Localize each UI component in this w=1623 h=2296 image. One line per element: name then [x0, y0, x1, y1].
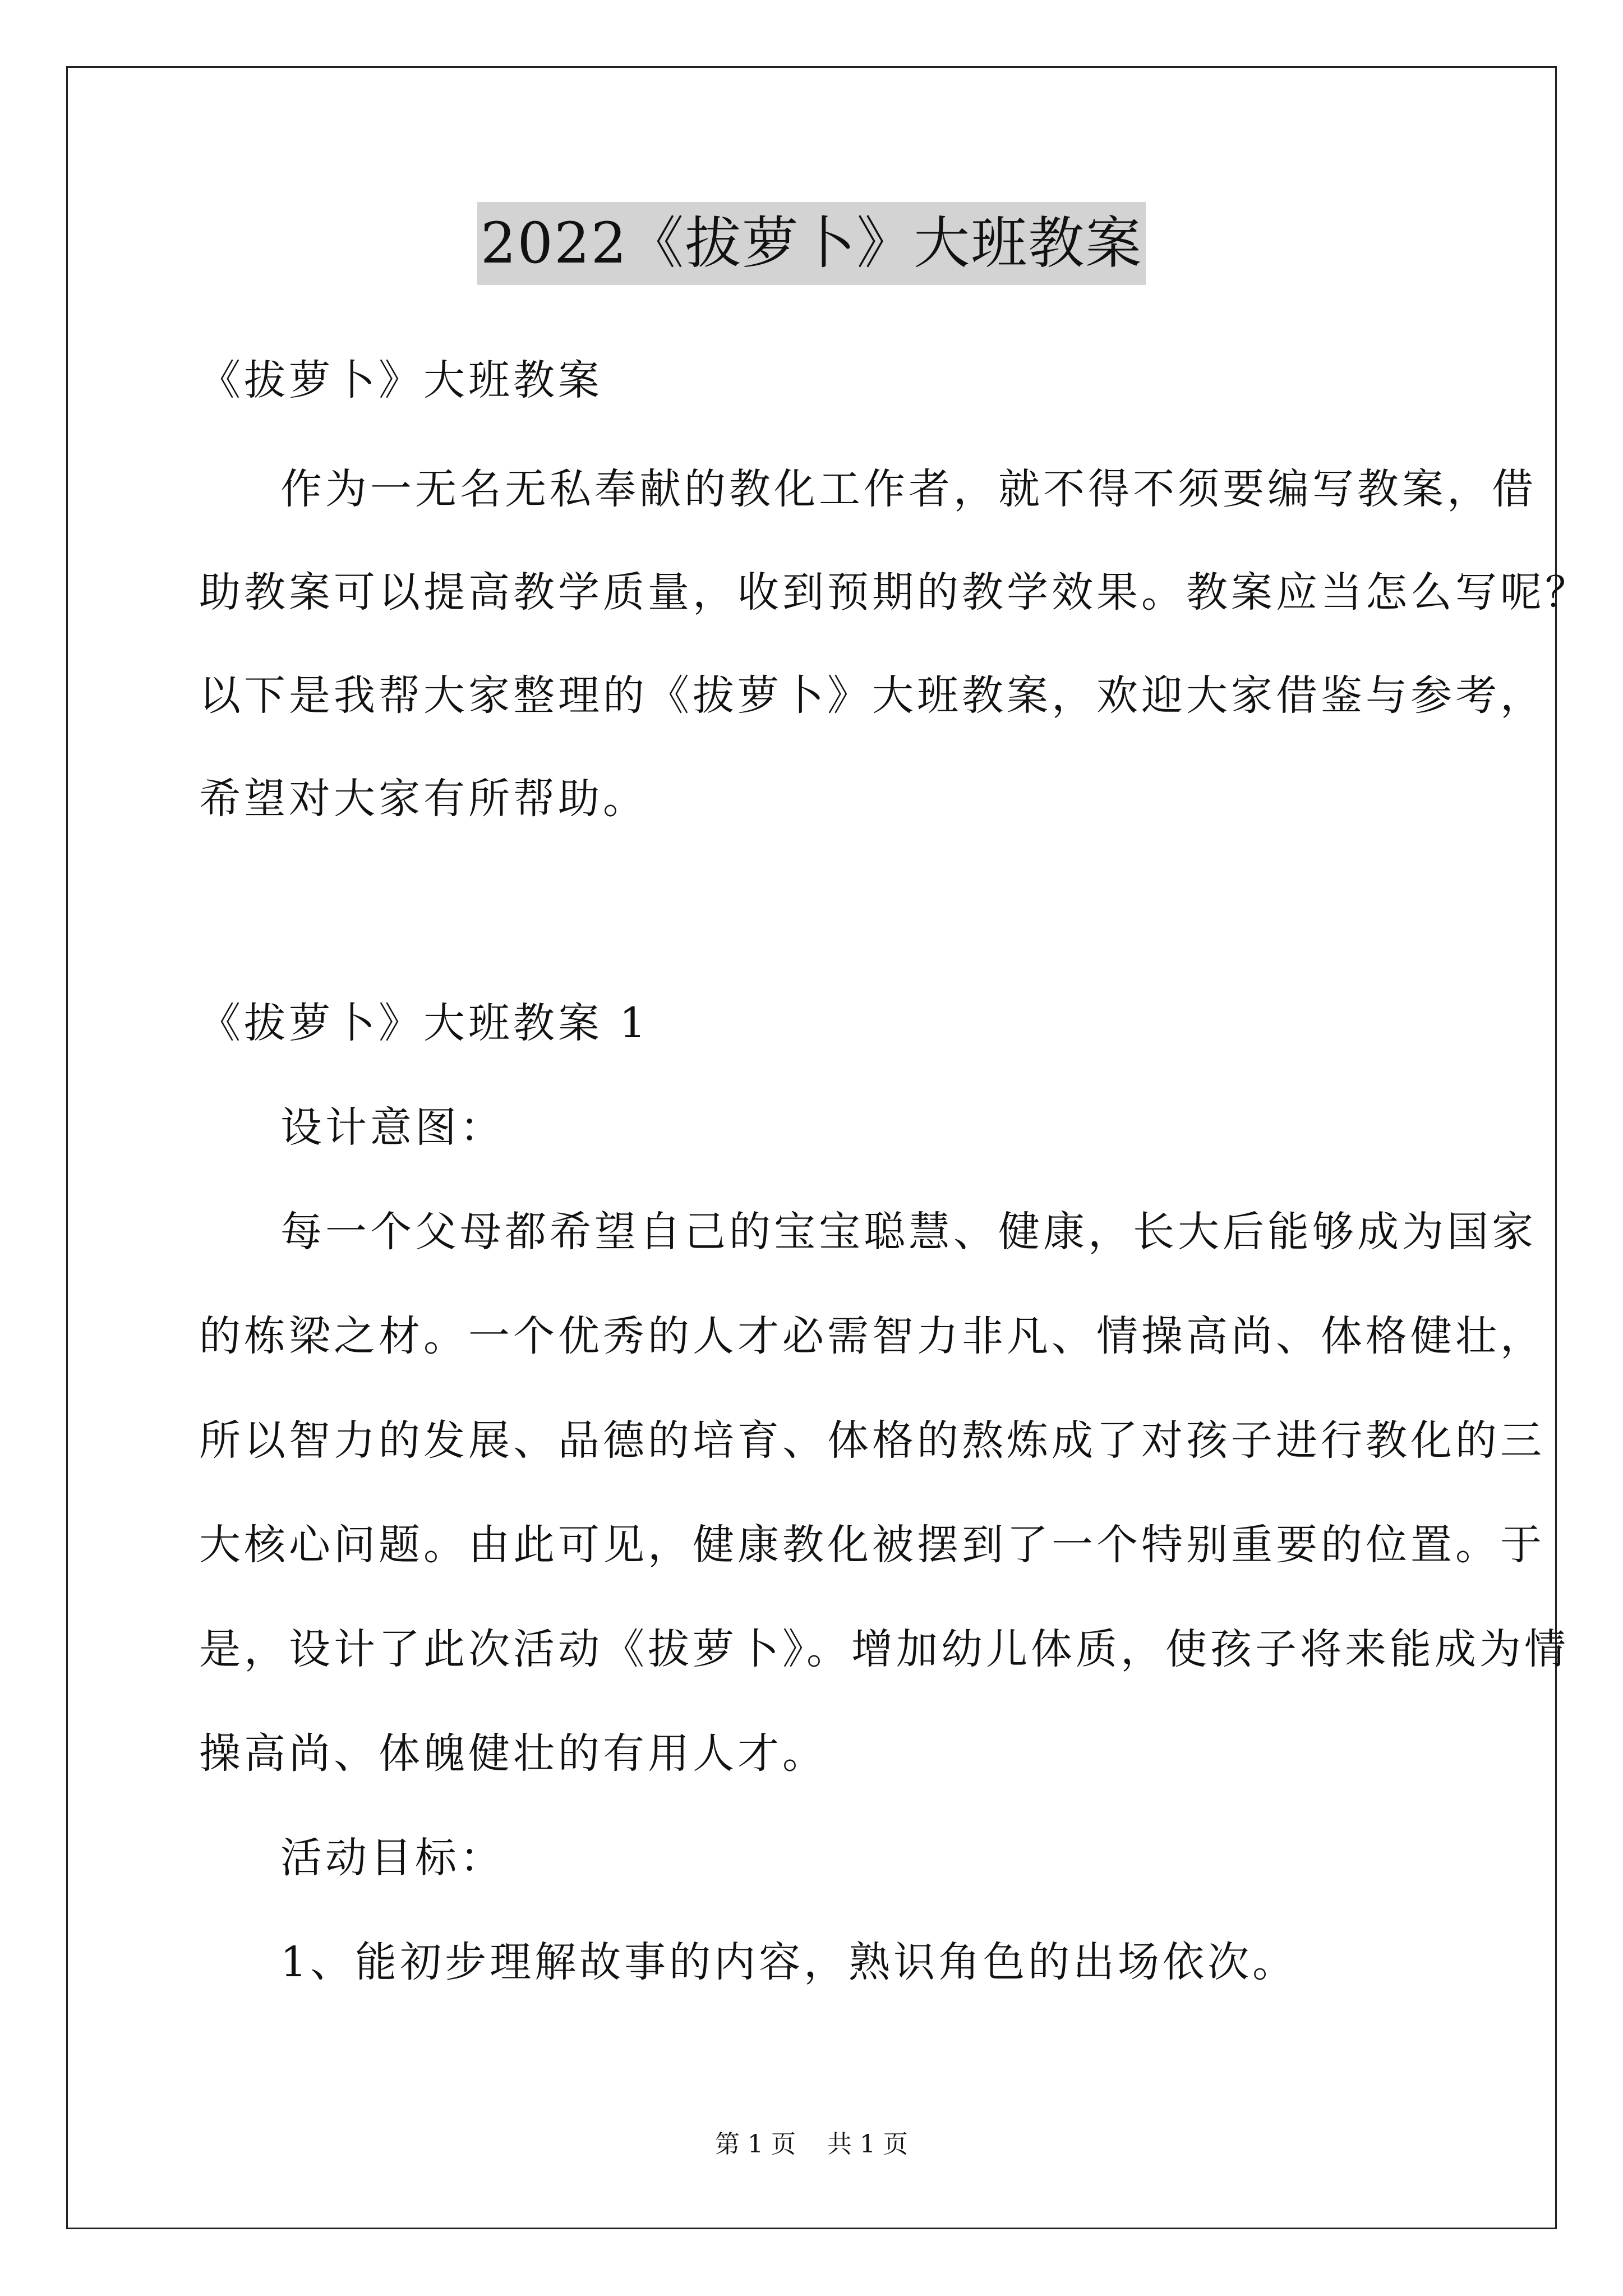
design-line-4: 大核心问题。由此可见，健康教化被摆到了一个特别重要的位置。于: [199, 1521, 1545, 1569]
section-heading: 《拔萝卜》大班教案 1: [199, 999, 649, 1047]
subtitle: 《拔萝卜》大班教案: [199, 356, 603, 404]
design-label: 设计意图：: [280, 1103, 505, 1152]
title-container: [0, 202, 1623, 285]
intro-line-3: 以下是我帮大家整理的《拔萝卜》大班教案，欢迎大家借鉴与参考，: [199, 671, 1545, 720]
design-line-3: 所以智力的发展、品德的培育、体格的熬炼成了对孩子进行教化的三: [199, 1416, 1545, 1465]
design-line-1: 每一个父母都希望自己的宝宝聪慧、健康，长大后能够成为国家: [280, 1208, 1537, 1256]
design-line-2: 的栋梁之材。一个优秀的人才必需智力非凡、情操高尚、体格健壮，: [199, 1312, 1545, 1360]
design-line-6: 操高尚、体魄健壮的有用人才。: [199, 1729, 827, 1778]
goal-item-1: 1、能初步理解故事的内容，熟识角色的出场依次。: [280, 1938, 1298, 1986]
goals-label: 活动目标：: [280, 1834, 505, 1882]
intro-line-1: 作为一无名无私奉献的教化工作者，就不得不须要编写教案，借: [280, 465, 1537, 513]
document-title: 2022《拔萝卜》大班教案: [477, 202, 1146, 285]
page-footer: 第 1 页 共 1 页: [715, 2130, 908, 2159]
design-line-5: 是，设计了此次活动《拔萝卜》。增加幼儿体质，使孩子将来能成为情: [199, 1625, 1569, 1673]
intro-line-2: 助教案可以提高教学质量，收到预期的教学效果。教案应当怎么写呢？: [199, 568, 1590, 616]
intro-line-4: 希望对大家有所帮助。: [199, 775, 648, 823]
